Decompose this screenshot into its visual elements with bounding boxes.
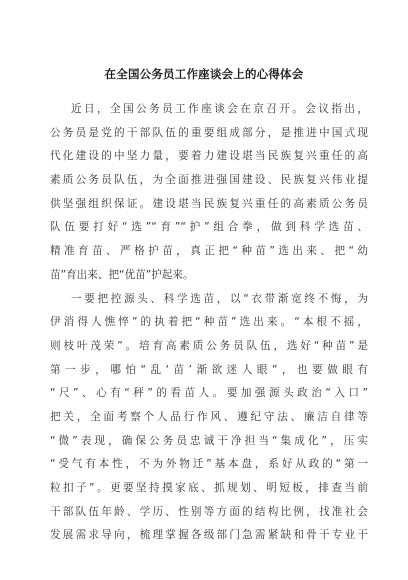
text-line: 素质公务员队伍，为全面推进强国建设、民族复兴伟业提 bbox=[50, 174, 368, 187]
document-title: 在全国公务员工作座谈会上的心得体会 bbox=[104, 67, 304, 81]
text-line: 近日，全国公务员工作座谈会在京召开。会议指出， bbox=[71, 103, 368, 115]
text-line: 一要把控源头、科学选苗，以“衣带渐宽终不悔，为 bbox=[71, 292, 368, 305]
text-line: 干部队伍年龄、学历、性别等方面的结构比例，找准社会 bbox=[50, 505, 368, 518]
paragraph-2 bbox=[50, 288, 368, 549]
text-line: 伊消得人憔悴”的执着把“种苗”选出来。“本根不摇， bbox=[50, 316, 368, 329]
text-line: 公务员是党的干部队伍的重要组成部分，是推进中国式现 bbox=[50, 126, 368, 139]
text-line: “微”表现，确保公务员忠诚干净担当“集成化”，压实 bbox=[50, 434, 368, 447]
text-line: 队伍要打好“选”“育”“护”组合拳，做到科学选苗、 bbox=[50, 221, 368, 234]
text-line: 苗”育出来、把“优苗”护起来。 bbox=[50, 268, 194, 281]
text-line: “尺”、心有“秤”的看苗人。要加强源头政治“入口” bbox=[50, 387, 368, 400]
text-line: 代化建设的中坚力量，要着力建设堪当民族复兴重任的高 bbox=[50, 150, 368, 163]
text-line: “受气有本性，不为外物迁”基本盘，系好从政的“第一 bbox=[50, 458, 368, 471]
text-line: 发展需求导向，梳理掌握各级部门急需紧缺和骨干专业干 bbox=[50, 529, 368, 542]
text-line: 把关，全面考察个人品行作风、遵纪守法、廉洁自律等 bbox=[50, 410, 368, 423]
text-line: 精准育苗、严格护苗，真正把“种苗”选出来、把“幼 bbox=[50, 245, 368, 258]
document-body bbox=[50, 98, 368, 548]
text-line: 供坚强组织保证。建设堪当民族复兴重任的高素质公务员 bbox=[50, 197, 368, 210]
text-line: 粒扣子”。更要坚持摸家底、抓规划、明短板，排查当前 bbox=[50, 482, 368, 494]
text-line: 则枝叶茂荣”。培育高素质公务员队伍，选好“种苗”是 bbox=[50, 339, 368, 352]
paragraph-1 bbox=[50, 98, 368, 288]
text-line: 第一步，哪怕“乱‘苗’渐欲迷人眼”，也要做眼有 bbox=[50, 363, 368, 376]
